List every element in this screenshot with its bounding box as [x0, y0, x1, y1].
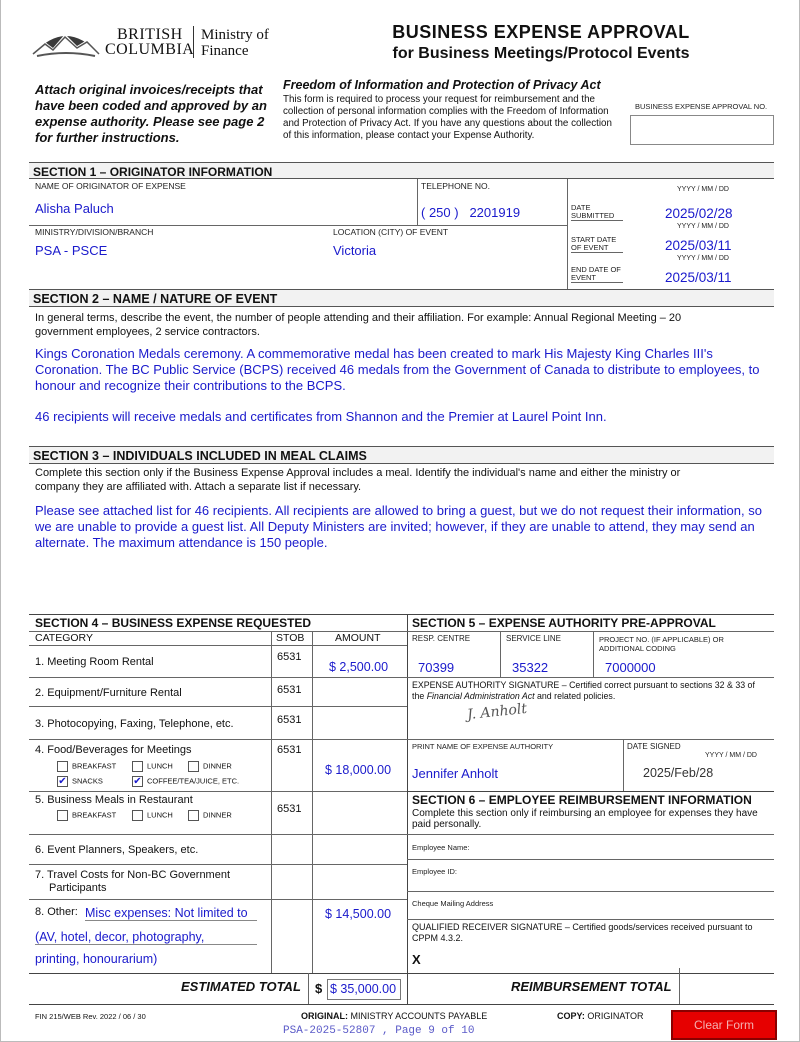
stob-8[interactable]: [275, 903, 309, 969]
section6-instructions: Complete this section only if reimbursing an employee for expenses they have paid personally.: [412, 808, 758, 830]
section5-title: SECTION 5 – EXPENSE AUTHORITY PRE-APPROVAL: [412, 616, 716, 630]
other-line3-field[interactable]: printing, honourarium): [35, 952, 158, 966]
org-name: [105, 27, 194, 57]
telephone-label: TELEPHONE NO.: [421, 181, 490, 191]
employee-name-label: Employee Name:: [412, 843, 470, 852]
originator-label: NAME OF ORIGINATOR OF EXPENSE: [35, 181, 186, 191]
stob-7[interactable]: [275, 868, 309, 896]
start-date-field[interactable]: 2025/03/11: [665, 238, 732, 253]
reimbursement-total-field[interactable]: [681, 974, 773, 1002]
date-format-hint: YYYY / MM / DD: [677, 186, 729, 193]
date-submitted-label: DATE SUBMITTED: [571, 204, 623, 221]
ministry-line2: Finance: [201, 43, 249, 59]
amount-7[interactable]: [316, 868, 404, 896]
food-lunch-label: LUNCH: [147, 761, 173, 771]
signature-label-act: Financial Administration Act: [426, 691, 535, 701]
event-description-field[interactable]: [35, 346, 775, 425]
project-field[interactable]: 7000000: [605, 660, 656, 675]
original-label: ORIGINAL:: [301, 1011, 348, 1021]
form-title: [361, 22, 721, 63]
service-line-field[interactable]: 35322: [512, 660, 549, 675]
location-label: LOCATION (CITY) OF EVENT: [333, 227, 449, 237]
ministry-name: [201, 27, 269, 59]
clear-form-button[interactable]: Clear Form: [671, 1010, 777, 1040]
food-coffee-label: COFFEE/TEA/JUICE, ETC.: [147, 776, 240, 786]
originator-field[interactable]: Alisha Paluch: [35, 201, 114, 216]
category-1: 1. Meeting Room Rental: [35, 656, 154, 668]
title-line1: BUSINESS EXPENSE APPROVAL: [392, 22, 690, 42]
foi-text: This form is required to process your request for reimbursement and the collection of personal information complies with the Freedom of Information and Protection of Privacy Act. If you have any questions about the collection of this information, please contact your Expense Authority.: [283, 94, 612, 141]
meal-lunch-option[interactable]: [132, 810, 173, 821]
form-number: FIN 215/WEB Rev. 2022 / 06 / 30: [35, 1012, 146, 1021]
estimated-total-label: ESTIMATED TOTAL: [181, 979, 301, 994]
col-stob: STOB: [276, 632, 305, 644]
section2-instructions: In general terms, describe the event, the number of people attending and their affiliation. For example: Annual Regional Meeting – 20 government employees, 2 service contractors.: [35, 312, 682, 338]
meal-lunch-label: LUNCH: [147, 810, 173, 820]
stob-6[interactable]: [275, 838, 309, 860]
end-date-label: END DATE OF EVENT: [571, 266, 623, 283]
category-6: 6. Event Planners, Speakers, etc.: [35, 844, 199, 856]
food-dinner-checkbox[interactable]: [188, 761, 199, 772]
date-signed-format: YYYY / MM / DD: [705, 752, 757, 759]
employee-id-label: Employee ID:: [412, 867, 458, 876]
approval-no-label: BUSINESS EXPENSE APPROVAL NO.: [635, 102, 768, 111]
date-format-hint-3: YYYY / MM / DD: [677, 255, 729, 262]
event-description-p1: Kings Coronation Medals ceremony. A commemorative medal has been created to mark His Majesty King Charles III's Coronation. The BC Public Service (BCPS) received 46 medals from the Government of Canada to distribute to employees, to honour and recognize their contributions to the BCPS.: [35, 346, 760, 393]
col-amount: AMOUNT: [335, 632, 381, 644]
print-name-field[interactable]: Jennifer Anholt: [412, 766, 499, 781]
meal-lunch-checkbox[interactable]: [132, 810, 143, 821]
category-7: 7. Travel Costs for Non-BC Government Participants: [35, 869, 231, 894]
stob-3[interactable]: 6531: [277, 714, 302, 726]
location-field[interactable]: Victoria: [333, 243, 377, 258]
meal-breakfast-label: BREAKFAST: [72, 810, 117, 820]
food-lunch-option[interactable]: [132, 761, 173, 772]
attach-note: Attach original invoices/receipts that have been coded and approved by an expense authority. Please see page 2 for further instructions.: [35, 82, 267, 145]
signature-label-b: and related policies.: [534, 691, 616, 701]
amount-3[interactable]: [316, 710, 404, 732]
section1-title: SECTION 1 – ORIGINATOR INFORMATION: [29, 162, 774, 179]
print-name-label: PRINT NAME OF EXPENSE AUTHORITY: [412, 742, 554, 751]
start-date-label: START DATE OF EVENT: [571, 236, 623, 253]
signature-label-a: EXPENSE AUTHORITY SIGNATURE – Certified correct pursuant to sections 32 & 33 of the: [412, 680, 755, 701]
estimated-total-field[interactable]: $ 35,000.00: [327, 979, 401, 1000]
approval-no-field[interactable]: [630, 115, 774, 145]
dollar-sign: $: [315, 981, 323, 996]
section6-title: SECTION 6 – EMPLOYEE REIMBURSEMENT INFORMATION: [412, 793, 752, 807]
mailing-address-label: Cheque Mailing Address: [412, 899, 494, 908]
food-lunch-checkbox[interactable]: [132, 761, 143, 772]
end-date-field[interactable]: 2025/03/11: [665, 270, 732, 285]
resp-centre-label: RESP. CENTRE: [412, 634, 471, 643]
date-format-hint-2: YYYY / MM / DD: [677, 223, 729, 230]
authority-signature[interactable]: J. Anholt: [466, 700, 528, 724]
food-dinner-option[interactable]: [188, 761, 232, 772]
amount-8[interactable]: $ 14,500.00: [325, 907, 392, 921]
amount-6[interactable]: [316, 838, 404, 860]
category-5: 5. Business Meals in Restaurant: [35, 794, 193, 806]
area-code: 250: [428, 205, 451, 220]
resp-centre-field[interactable]: 70399: [418, 660, 455, 675]
category-4: 4. Food/Beverages for Meetings: [35, 744, 192, 756]
other-line2-field[interactable]: (AV, hotel, decor, photography,: [35, 930, 257, 945]
title-line2: for Business Meetings/Protocol Events: [392, 45, 690, 62]
stob-1[interactable]: 6531: [277, 651, 302, 663]
reimbursement-total-label: REIMBURSEMENT TOTAL: [511, 979, 672, 994]
receiver-signature-mark[interactable]: X: [412, 952, 421, 967]
category-8: 8. Other:: [35, 906, 78, 918]
ministry-field[interactable]: PSA - PSCE: [35, 243, 108, 258]
meal-dinner-checkbox[interactable]: [188, 810, 199, 821]
copy-label: COPY:: [557, 1011, 585, 1021]
phone-number: 2201919: [469, 205, 521, 220]
copy-distribution: [557, 1011, 644, 1021]
foi-title: Freedom of Information and Protection of Privacy Act: [283, 78, 601, 92]
bc-logo-icon: [31, 20, 101, 60]
col-category: CATEGORY: [35, 632, 93, 644]
meal-dinner-label: DINNER: [203, 810, 232, 820]
food-snacks-checkbox[interactable]: ✔: [58, 776, 67, 787]
meal-breakfast-checkbox[interactable]: [57, 810, 68, 821]
amount-2[interactable]: [316, 680, 404, 702]
stob-5[interactable]: 6531: [277, 803, 302, 815]
signature-label: [412, 680, 767, 702]
food-coffee-checkbox[interactable]: ✔: [133, 776, 142, 787]
amount-5[interactable]: [316, 796, 404, 830]
org-line1: BRITISH: [117, 26, 183, 43]
receiver-signature-label: QUALIFIED RECEIVER SIGNATURE – Certified goods/services received pursuant to CPPM 4.3.2.: [412, 922, 753, 943]
ministry-line1: Ministry of: [201, 27, 269, 43]
section2-title: SECTION 2 – NAME / NATURE OF EVENT: [29, 289, 774, 307]
date-submitted-field[interactable]: 2025/02/28: [665, 206, 733, 221]
ministry-label: MINISTRY/DIVISION/BRANCH: [35, 227, 154, 237]
telephone-field[interactable]: ( 250 ) 2201919: [421, 205, 521, 220]
meal-dinner-option[interactable]: [188, 810, 232, 821]
food-dinner-label: DINNER: [203, 761, 232, 771]
date-signed-label: DATE SIGNED: [627, 742, 681, 751]
food-breakfast-checkbox[interactable]: [57, 761, 68, 772]
section4-title: SECTION 4 – BUSINESS EXPENSE REQUESTED: [35, 616, 312, 630]
food-snacks-label: SNACKS: [72, 776, 103, 786]
amount-4[interactable]: $ 18,000.00: [325, 763, 392, 777]
event-description-p2: 46 recipients will receive medals and certificates from Shannon and the Premier at Laurel Point Inn.: [35, 409, 607, 424]
service-line-label: SERVICE LINE: [506, 634, 561, 643]
amount-1[interactable]: $ 2,500.00: [329, 660, 389, 674]
page-stamp: PSA-2025-52807 , Page 9 of 10: [283, 1025, 475, 1037]
category-3: 3. Photocopying, Faxing, Telephone, etc.: [35, 718, 234, 730]
org-line2: COLUMBIA: [105, 41, 195, 58]
stob-2[interactable]: 6531: [277, 684, 302, 696]
section3-instructions: Complete this section only if the Business Expense Approval includes a meal. Identify the individual's name and either the ministry or company they are affiliated with. Attach a separate list if necessary.: [35, 467, 681, 493]
date-signed-field[interactable]: 2025/Feb/28: [643, 766, 714, 780]
other-line1-field[interactable]: Misc expenses: Not limited to: [85, 906, 257, 921]
original-value: MINISTRY ACCOUNTS PAYABLE: [348, 1011, 488, 1021]
food-breakfast-label: BREAKFAST: [72, 761, 117, 771]
section3-title: SECTION 3 – INDIVIDUALS INCLUDED IN MEAL CLAIMS: [29, 446, 774, 464]
stob-4[interactable]: 6531: [277, 744, 302, 756]
project-label: PROJECT NO. (IF APPLICABLE) OR ADDITIONAL CODING: [599, 635, 724, 653]
meal-breakfast-option[interactable]: [57, 810, 116, 821]
food-snacks-option[interactable]: [57, 776, 103, 787]
original-distribution: [301, 1011, 487, 1021]
food-coffee-option[interactable]: [132, 776, 239, 787]
category-2: 2. Equipment/Furniture Rental: [35, 687, 182, 699]
copy-value: ORIGINATOR: [584, 1011, 644, 1021]
food-breakfast-option[interactable]: [57, 761, 116, 772]
meal-individuals-field[interactable]: Please see attached list for 46 recipients. All recipients are allowed to bring a guest, but we do not request their information, so we are unable to provide a guest list. All Deputy Ministers are invited; however, if they are unable to attend, they may send an alternate. The maximum attendance is 150 people.: [35, 503, 762, 550]
